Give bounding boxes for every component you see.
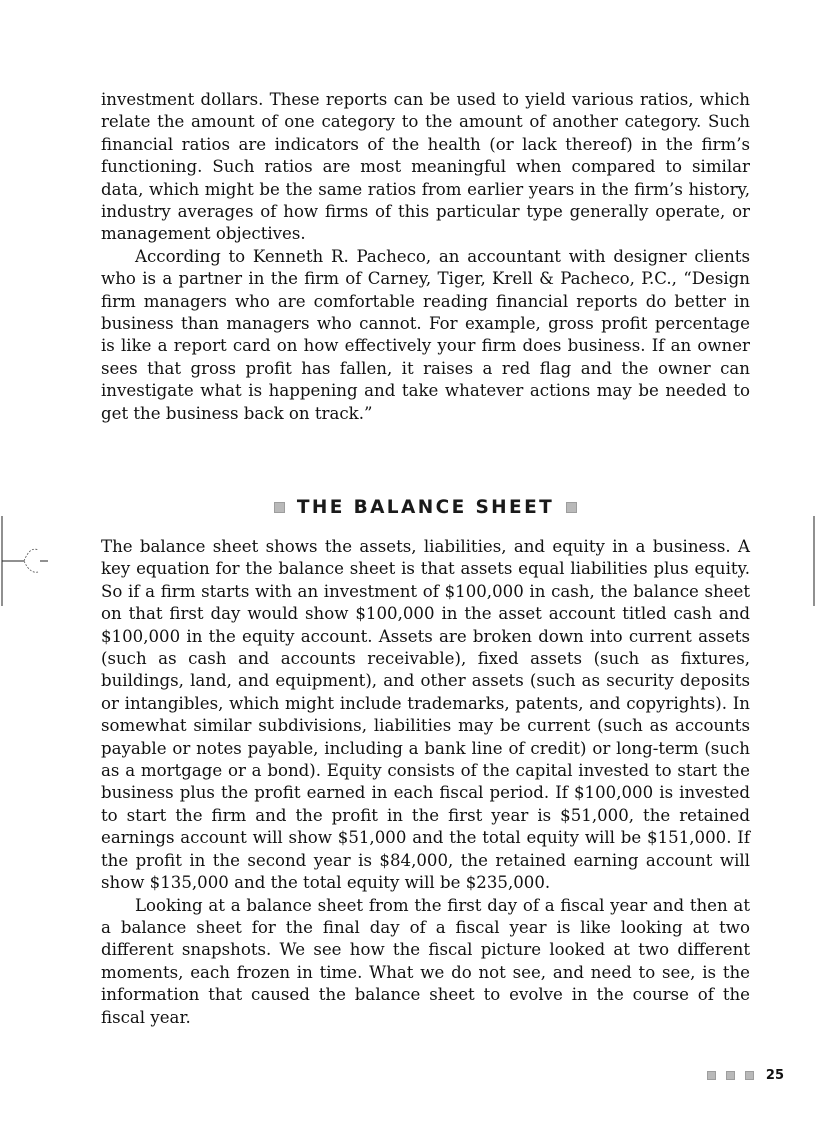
registration-mark-right <box>812 516 816 606</box>
balance-sheet-body-text <box>101 536 750 1029</box>
paragraph-pacheco-quote: According to Kenneth R. Pacheco, an accountant with designer clients who is a partner in the firm of Carney, Tiger, Krell & Pacheco, P.C., “Design firm managers who are comfortable reading financial reports do better in business than managers who cannot. For example, gross profit percentage is like a report card on how effectively your firm does business. If an owner sees that gross profit has fallen, it raises a red flag and the owner can investigate what is happening and take whatever actions may be needed to get the business back on track.” <box>101 246 750 423</box>
page-number: 25 <box>765 1068 784 1083</box>
folio-ornament-1 <box>707 1071 716 1080</box>
top-body-text <box>101 89 750 425</box>
page-footer <box>707 1068 784 1083</box>
folio-ornament-2 <box>726 1071 735 1080</box>
paragraph-balance-sheet-definition: The balance sheet shows the assets, liabilities, and equity in a business. A key equation for the balance sheet is that assets equal liabilities plus equity. So if a firm starts with an investment of $100,000 in cash, the balance sheet on that first day would show $100,000 in the asset account titled cash and $100,000 in the equity account. Assets are broken down into current assets (such as cash and accounts receivable), fixed assets (such as fixtures, buildings, land, and equipment), and other assets (such as security deposits or intangibles, which might include trademarks, patents, and copyrights). In somewhat similar subdivisions, liabilities may be current (such as accounts payable or notes payable, including a bank line of credit) or long-term (such as a mortgage or a bond). Equity consists of the capital invested to start the business plus the profit earned in each fiscal period. If $100,000 is invested to start the firm and the profit in the first year is $51,000, the retained earnings account will show $51,000 and the total equity will be $151,000. If the profit in the second year is $84,000, the retained earning account will show $135,000 and the total equity will be $235,000. <box>101 537 750 893</box>
paragraph-snapshots: Looking at a balance sheet from the first day of a fiscal year and then at a balance sheet for the final day of a fiscal year is like looking at two different snapshots. We see how the fiscal picture looked at two different moments, each frozen in time. What we do not see, and need to see, is the information that caused the balance sheet to evolve in the course of the fiscal year. <box>101 895 750 1027</box>
folio-ornament-3 <box>745 1071 754 1080</box>
heading-ornament-left <box>274 502 285 513</box>
section-heading-text: THE BALANCE SHEET <box>296 496 555 518</box>
paragraph-financial-ratios: investment dollars. These reports can be used to yield various ratios, which relate the amount of one category to the amount of another category. Such financial ratios are indicators of the health (or lack thereof) in the firm’s functioning. Such ratios are most meaningful when compared to similar data, which might be the same ratios from earlier years in the firm’s history, industry averages of how firms of this particular type generally operate, or management objectives. <box>101 90 750 244</box>
section-heading <box>101 494 750 520</box>
registration-mark-left <box>0 516 60 606</box>
heading-ornament-right <box>566 502 577 513</box>
